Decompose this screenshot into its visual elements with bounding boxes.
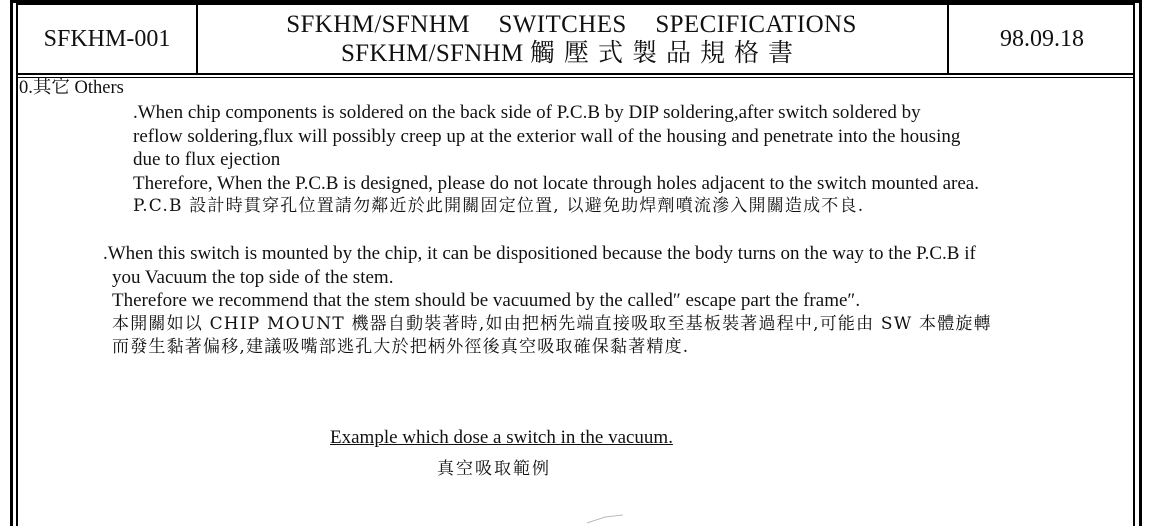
paragraph-line: you Vacuum the top side of the stem.: [112, 266, 394, 288]
title-chinese-text: 觸壓式製品規格書: [530, 40, 803, 67]
example-caption-chinese: 真空吸取範例: [437, 459, 551, 479]
title-chinese-model: SFKHM/SFNHM: [340, 40, 524, 67]
example-caption: Example which dose a switch in the vacuum.: [330, 427, 673, 448]
document-number: SFKHM-001: [18, 5, 198, 73]
diagram-fragment: [585, 514, 625, 524]
paragraph-vacuum-mount: [103, 242, 992, 360]
paragraph-line: Therefore, When the P.C.B is designed, please do not locate through holes adjacent to the switch mounted area.: [133, 172, 979, 194]
document-date: 98.09.18: [947, 5, 1135, 73]
paragraph-line-chinese: P.C.B 設計時貫穿孔位置請勿鄰近於此開關固定位置, 以避免助焊劑噴流滲入開關造成不良.: [133, 196, 865, 216]
paragraph-flux-warning: [133, 101, 979, 219]
header-divider: [16, 77, 1135, 78]
paragraph-line: reflow soldering,flux will possibly creep up at the exterior wall of the housing and penetrate into the housing: [133, 125, 961, 147]
document-title: [196, 5, 947, 73]
section-heading: 0.其它 Others: [19, 78, 124, 98]
paragraph-line: .When chip components is soldered on the back side of P.C.B by DIP soldering,after switch soldered by: [133, 102, 921, 123]
paragraph-line: .When this switch is mounted by the chip, it can be dispositioned because the body turns on the way to the P.C.B if: [103, 243, 976, 264]
spec-header: [16, 5, 1135, 75]
paragraph-line: Therefore we recommend that the stem should be vacuumed by the called″ escape part the frame″.: [112, 290, 861, 311]
paragraph-line-chinese: 本開關如以 CHIP MOUNT 機器自動裝著時,如由把柄先端直接吸取至基板裝著過程中,可能由 SW 本體旋轉: [112, 313, 992, 334]
paragraph-line-chinese: 而發生黏著偏移,建議吸嘴部逃孔大於把柄外徑後真空吸取確保黏著精度.: [112, 337, 690, 357]
title-chinese: [341, 39, 802, 68]
title-english: SFKHM/SFNHM SWITCHES SPECIFICATIONS: [286, 11, 857, 38]
paragraph-line: due to flux ejection: [133, 149, 281, 170]
